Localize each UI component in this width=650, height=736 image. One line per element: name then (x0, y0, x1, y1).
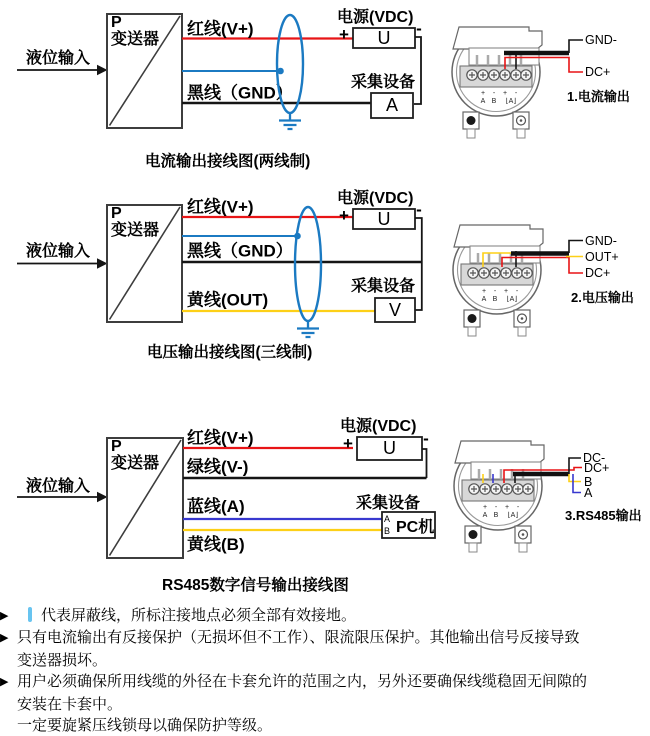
lead-gnd-label: GND- (585, 33, 617, 47)
transmitter-name: 变送器 (111, 455, 160, 472)
lead-dcp-label: DC+ (584, 461, 610, 475)
output-type-label: 3.RS485输出 (565, 508, 642, 523)
lead-dc-label: DC+ (585, 266, 611, 280)
note-protection-text: 只有电流输出有反接保护（无损坏但不工作）、限流限压保护。其他输出信号反接导致 (17, 629, 580, 647)
transmitter-p: P (111, 205, 122, 222)
red-wire-label: 红线(V+) (187, 428, 254, 448)
note-protection-text2: 变送器损坏。 (17, 651, 108, 669)
transmitter-p: P (111, 14, 122, 31)
diagrams-canvas: + - ⌊A⌋ 液位输入 P 变送器 红线(V+) 黑线（GND） 电源(VDC) + U - 采集设备 A GND- DC+ 1.电流输出 电流输出接线图(两线制) 液位输入 P 变送器 红线(V+) 黑线（GND） 黄线(OUT) 电源(VDC) + U - 采集设备 V GND- OUT+ DC+ 2.电压输出 电压输出接线图(三线制) 液位输入 P 变送器 红线(V+) 绿线(V-) 蓝线(A) 黄线(B) 电源(VDC) + U - 采集设备 PC机 A B DC- DC+ B A 3.RS485输出 RS485数字信号输出接线图 (6, 9, 642, 594)
note-cable-text2: 安装在卡套中。 (17, 695, 123, 713)
transmitter-name: 变送器 (111, 222, 160, 239)
plus-sign: + (339, 206, 349, 225)
ground-icon (297, 321, 319, 337)
note-protection (0, 627, 648, 649)
bullet-icon: ▶ (0, 632, 9, 645)
yellow-wire-label: 黄线(OUT) (187, 290, 269, 310)
note-cable (0, 671, 648, 693)
power-label: 电源(VDC) (337, 190, 414, 207)
note-locknut-text: 一定要旋紧压线锁母以确保防护等级。 (17, 717, 273, 735)
black-wire-label: 黑线（GND） (187, 83, 293, 103)
blue-wire-label: 蓝线(A) (187, 497, 245, 516)
output-type-label: 1.电流输出 (567, 89, 630, 104)
level-input-label: 液位输入 (26, 243, 91, 260)
note-cable-text: 用户必须确保所用线缆的外径在卡套允许的范围之内，另外还要确保线缆稳固无间隙的 (17, 673, 588, 691)
yellow-wire-label: 黄线(B) (187, 535, 245, 554)
transmitter-p: P (111, 438, 122, 455)
plus-sign: + (343, 434, 353, 453)
note-protection-cont (0, 650, 648, 671)
red-wire-label: 红线(V+) (187, 197, 254, 217)
level-input-label: 液位输入 (26, 478, 91, 495)
lead-gnd-label: GND- (585, 234, 617, 248)
power-to-collector-wire (415, 218, 422, 310)
collector-label: 采集设备 (356, 495, 421, 512)
gnd-lead (569, 40, 583, 53)
dcm-lead (569, 458, 581, 474)
power-unit: U (377, 28, 391, 48)
pc-port-a-label: A (384, 514, 391, 524)
input-arrow-head (97, 492, 108, 502)
a-lead (573, 474, 581, 493)
bullet-icon: ▶ (0, 676, 9, 689)
lead-a-label: A (584, 486, 593, 500)
lead-b-label: B (584, 475, 593, 489)
collector-unit: PC机 (396, 519, 435, 536)
collector-label: 采集设备 (351, 278, 416, 295)
ground-icon (279, 113, 301, 129)
diagram2-caption: 电压输出接线图(三线制) (147, 344, 313, 361)
lead-out-label: OUT+ (585, 250, 619, 264)
diagram1-caption: 电流输出接线图(两线制) (145, 153, 311, 170)
power-label: 电源(VDC) (340, 418, 417, 435)
diagram-rs485-output (17, 416, 642, 594)
output-type-label: 2.电压输出 (571, 290, 634, 305)
green-wire-label: 绿线(V-) (187, 457, 249, 477)
notes-section (0, 605, 648, 736)
power-label: 电源(VDC) (337, 9, 414, 26)
note-cable-cont (0, 694, 648, 715)
pc-port-b-label: B (384, 526, 391, 536)
lead-dc-label: DC+ (585, 65, 611, 79)
minus-sign: - (423, 429, 429, 448)
collector-unit: A (385, 95, 399, 115)
collector-label: 采集设备 (351, 74, 416, 91)
plus-sign: + (339, 25, 349, 44)
level-input-label: 液位输入 (26, 50, 91, 67)
shield-line-icon (28, 607, 32, 622)
gnd-lead (569, 241, 583, 254)
note-locknut (0, 715, 648, 736)
input-arrow-head (97, 65, 108, 75)
input-arrow-head (97, 258, 108, 268)
lead-dcm-label: DC- (583, 451, 606, 465)
power-unit: U (377, 209, 391, 229)
collector-unit: V (388, 300, 402, 320)
minus-sign: - (416, 200, 422, 219)
diagram3-caption: RS485数字信号输出接线图 (162, 577, 349, 594)
red-wire-label: 红线(V+) (187, 19, 254, 39)
transmitter-name: 变送器 (111, 31, 160, 48)
note-shield (0, 605, 648, 627)
b-lead (569, 474, 581, 482)
black-wire-label: 黑线（GND） (187, 241, 293, 261)
shield-ellipse (295, 207, 321, 321)
note-shield-text: 代表屏蔽线，所标注接地点必须全部有效接地。 (41, 607, 357, 624)
diagram-voltage-output (17, 188, 634, 361)
bullet-icon: ▶ (0, 610, 9, 622)
diagram-current-output (17, 7, 630, 170)
minus-sign: - (416, 19, 422, 38)
power-unit: U (383, 438, 396, 458)
